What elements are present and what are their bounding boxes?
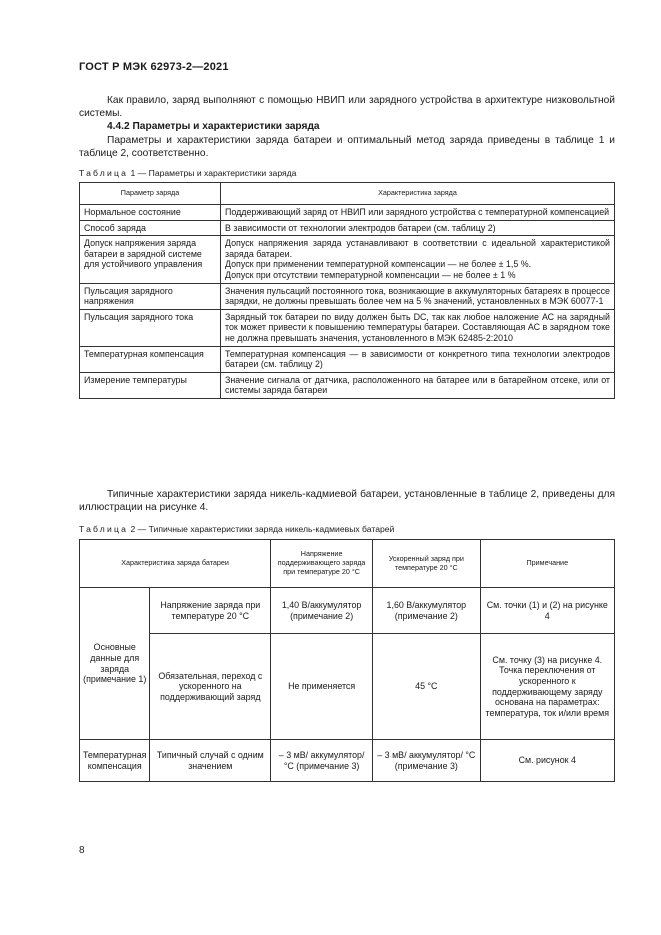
table1-param-cell: Нормальное состояние (80, 205, 221, 221)
table1-desc-cell (221, 220, 615, 236)
table1-param-cell: Пульсация зарядного тока (80, 309, 221, 346)
table1-desc-cell (221, 283, 615, 309)
table2-note-cell: См. рисунок 4 (480, 740, 614, 782)
desc-line: Допуск при отсутствии температурной компенсации — не более ± 1 % (225, 269, 516, 280)
table-row (80, 372, 615, 398)
table1-caption (79, 168, 296, 178)
desc-line: Температурная компенсация — в зависимости от конкретного типа технологии электродов батареи (см. таблицу 2) (225, 348, 610, 370)
table1-param-cell: Измерение температуры (80, 372, 221, 398)
table2 (79, 539, 615, 782)
params-paragraph (79, 134, 615, 160)
table2-header-row (80, 540, 615, 588)
desc-line: Допуск при применении температурной компенсации — не более ± 1,5 %. (225, 259, 532, 270)
table1-header-param: Параметр заряда (80, 183, 221, 205)
table1-desc-cell (221, 236, 615, 283)
table2-caption-text: 2 — Типичные характеристики заряда никель-кадмиевых батарей (128, 524, 395, 534)
table2-caption-prefix: Таблица (79, 524, 129, 534)
table2-float-cell: – 3 мВ/ аккумулятор/ °С (примечание 3) (271, 740, 373, 782)
table-row (80, 309, 615, 346)
table1-desc-cell (221, 309, 615, 346)
desc-line: Зарядный ток батареи по виду должен быть DC, так как любое наложение АС на зарядный ток может привести к повышению температуры батареи. Составляющая АС в зарядном токе не должна превышать значения, установленного в МЭК 62485-2:2010 (225, 311, 610, 343)
table2-note-cell: См. точки (1) и (2) на рисунке 4 (480, 588, 614, 634)
table-row (80, 634, 615, 740)
table1-header-desc: Характеристика заряда (221, 183, 615, 205)
desc-line: Значения пульсаций постоянного тока, возникающие в аккумуляторных батареях в процессе зарядки, не должны превышать более чем на 5 % значений, установленных в МЭК 60077-1 (225, 285, 610, 307)
desc-line: В зависимости от технологии электродов батареи (см. таблицу 2) (225, 222, 496, 233)
nicd-text: Типичные характеристики заряда никель-кадмиевой батареи, установленные в таблице 2, приведены для иллюстрации на рисунке 4. (79, 489, 615, 513)
intro-paragraph (79, 94, 615, 120)
table2-group-basic-data: Основные данные для заряда (примечание 1) (80, 588, 150, 740)
table1 (79, 182, 615, 399)
table2-caption (79, 524, 394, 534)
table-row (80, 205, 615, 221)
table2-sub-cell: Напряжение заряда при температуре 20 °С (150, 588, 271, 634)
table2-group-temp-comp: Температурная компенсация (80, 740, 150, 782)
table1-desc-cell (221, 372, 615, 398)
table2-header-float-voltage: Напряжение поддерживающего заряда при температуре 20 °С (271, 540, 373, 588)
intro-text: Как правило, заряд выполняют с помощью НВИП или зарядного устройства в архитектуре низковольтной системы. (79, 95, 615, 119)
table1-caption-text: 1 — Параметры и характеристики заряда (128, 168, 297, 178)
desc-line: Значение сигнала от датчика, расположенного на батарее или в батарейном отсеке, или от системы заряда батареи (225, 374, 610, 396)
table2-float-cell: 1,40 В/аккумулятор (примечание 2) (271, 588, 373, 634)
table2-boost-cell: 1,60 В/аккумулятор (примечание 2) (373, 588, 480, 634)
desc-line: Поддерживающий заряд от НВИП или зарядного устройства с температурной компенсацией (225, 207, 610, 217)
table2-sub-cell: Типичный случай с одним значением (150, 740, 271, 782)
desc-line: Допуск напряжения заряда устанавливают в соответствии с идеальной характеристикой заряда батареи. (225, 238, 610, 259)
nicd-paragraph (79, 488, 615, 514)
table1-param-cell: Пульсация зарядного напряжения (80, 283, 221, 309)
table2-sub-cell: Обязательная, переход с ускоренного на поддерживающий заряд (150, 634, 271, 740)
table-row (80, 220, 615, 236)
table-row (80, 236, 615, 283)
table2-boost-cell: – 3 мВ/ аккумулятор/ °С (примечание 3) (373, 740, 480, 782)
table-row (80, 283, 615, 309)
params-text: Параметры и характеристики заряда батареи и оптимальный метод заряда приведены в таблице 1 и таблице 2, соответственно. (79, 135, 615, 159)
table-row (80, 346, 615, 372)
table1-desc-cell (221, 346, 615, 372)
table-row (80, 740, 615, 782)
table-row (80, 588, 615, 634)
table2-header-boost-charge: Ускоренный заряд при температуре 20 °С (373, 540, 480, 588)
table1-param-cell: Температурная компенсация (80, 346, 221, 372)
table1-param-cell: Способ заряда (80, 220, 221, 236)
table1-param-cell: Допуск напряжения заряда батареи в зарядной системе для устойчивого управления (80, 236, 221, 283)
section-title: 4.4.2 Параметры и характеристики заряда (107, 121, 320, 132)
table2-float-cell: Не применяется (271, 634, 373, 740)
table2-boost-cell: 45 °С (373, 634, 480, 740)
table2-header-characteristic: Характеристика заряда батареи (80, 540, 271, 588)
table1-caption-prefix: Таблица (79, 168, 129, 178)
table2-note-cell: См. точку (3) на рисунке 4. Точка переключения от ускоренного к поддерживающему заряду основана на параметрах: температура, ток и/или время (480, 634, 614, 740)
document-header: ГОСТ Р МЭК 62973-2—2021 (79, 61, 229, 73)
table1-header-row (80, 183, 615, 205)
page-number: 8 (79, 845, 85, 856)
table1-desc-cell (221, 205, 615, 221)
table2-header-note: Примечание (480, 540, 614, 588)
